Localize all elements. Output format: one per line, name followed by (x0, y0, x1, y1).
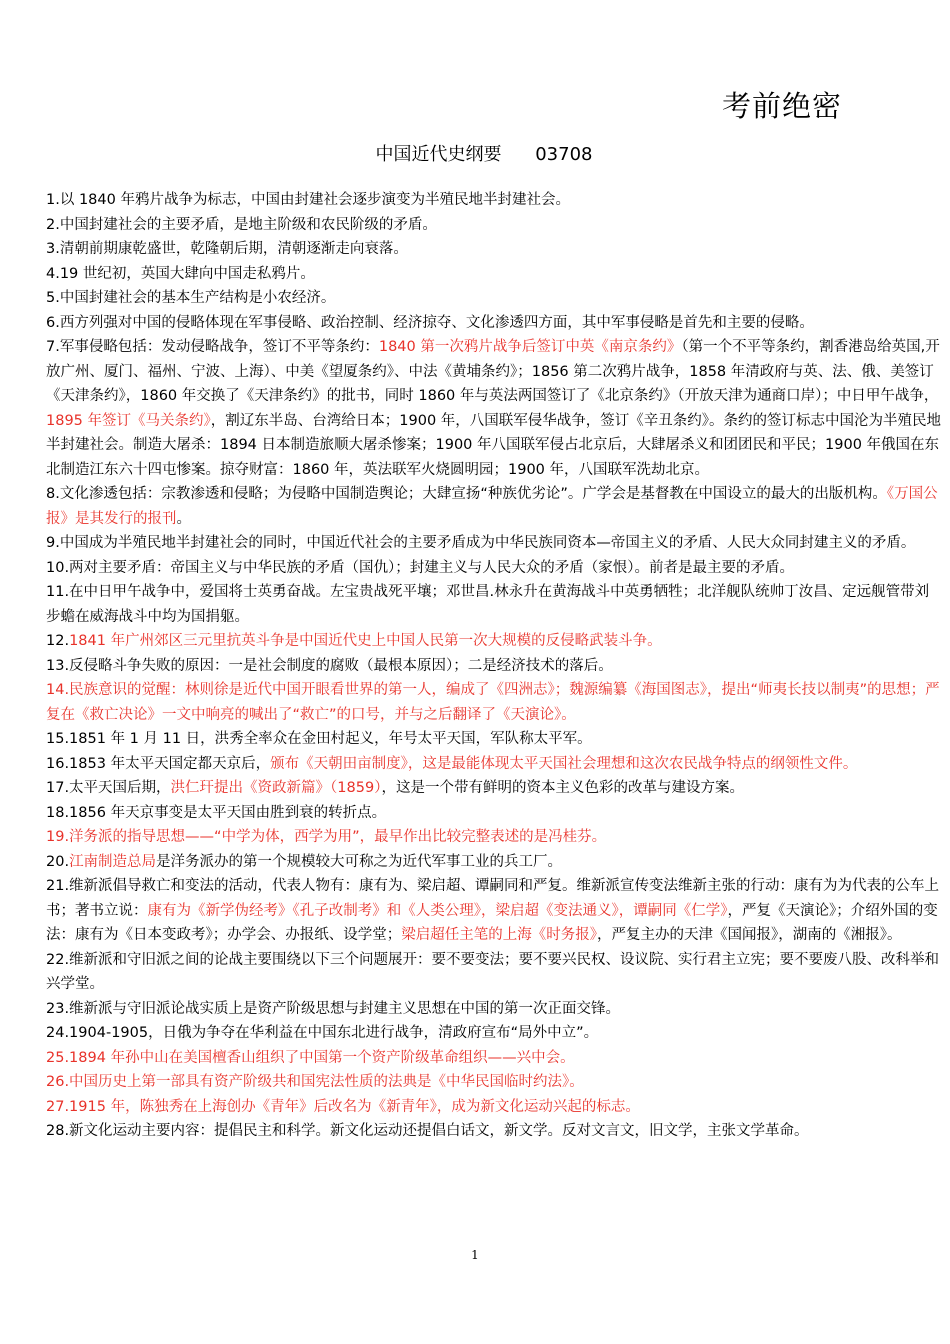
highlighted-text: 《万国公报》是其发行的报刊 (46, 486, 938, 527)
note-text: ，严复主办的天津《国闻报》，湖南的《湘报》。 (597, 927, 902, 943)
course-title: 中国近代史纲要 (375, 144, 502, 165)
note-item (46, 776, 942, 801)
note-text: 5.中国封建社会的基本生产结构是小农经济。 (46, 290, 336, 306)
highlighted-text: 27.1915 年，陈独秀在上海创办《青年》后改名为《新青年》，成为新文化运动兴起的标志。 (46, 1098, 640, 1115)
course-code: 03708 (535, 144, 593, 165)
note-item (46, 188, 942, 213)
note-text: 9.中国成为半殖民地半封建社会的同时，中国近代社会的主要矛盾成为中华民族同资本—帝国主义的矛盾、人民大众同封建主义的矛盾。 (46, 535, 916, 551)
highlighted-text: 26.中国历史上第一部具有资产阶级共和国宪法性质的法典是《中华民国临时约法》。 (46, 1074, 584, 1090)
note-text: 8.文化渗透包括：宗教渗透和侵略；为侵略中国制造舆论；大肆宣扬“种族优劣论”。广学会是基督教在中国设立的最大的出版机构。 (46, 486, 887, 502)
note-text: 10.两对主要矛盾：帝国主义与中华民族的矛盾（国仇）；封建主义与人民大众的矛盾（家恨）。前者是最主要的矛盾。 (46, 559, 795, 576)
page-number: 1 (471, 1248, 479, 1262)
note-text: 16.1853 年太平天国定都天京后， (46, 755, 271, 772)
note-text: ，这是一个带有鲜明的资本主义色彩的改革与建设方案。 (381, 780, 744, 796)
note-text: 21.维新派倡导救亡和变法的活动，代表人物有：康有为、梁启超、谭嗣同和严复。维新派宣传变法维新主张的行动：康有为为代表的公车上书；著书立说： (46, 878, 940, 919)
note-text: 28.新文化运动主要内容：提倡民主和科学。新文化运动还提倡白话文，新文学。反对文言文，旧文学，主张文学革命。 (46, 1123, 809, 1139)
note-item (46, 1119, 942, 1144)
note-text: 22.维新派和守旧派之间的论战主要围绕以下三个问题展开：要不要变法；要不要兴民权、设议院、实行君主立宪；要不要废八股、改科举和兴学堂。 (46, 951, 940, 992)
note-item (46, 482, 942, 531)
page-title (0, 140, 950, 166)
highlighted-text: 江南制造总局 (69, 853, 157, 870)
highlighted-text: 康有为《新学伪经考》《孔子改制考》和《人类公理》，梁启超《变法通义》，谭嗣同《仁学》 (147, 902, 728, 919)
highlighted-text: 洪仁玕提出《资政新篇》（1859） (170, 780, 382, 796)
note-text: 17.太平天国后期， (46, 780, 171, 796)
note-text: 4.19 世纪初，英国大肆向中国走私鸦片。 (46, 265, 315, 282)
note-item (46, 874, 942, 948)
note-item (46, 1095, 942, 1120)
note-item (46, 948, 942, 997)
highlighted-text: 1840 第一次鸦片战争后签订中英《南京条约》 (378, 339, 682, 355)
note-item (46, 335, 942, 482)
note-item (46, 286, 942, 311)
note-text: 13.反侵略斗争失败的原因：一是社会制度的腐败（最根本原因）；二是经济技术的落后。 (46, 657, 613, 674)
note-text: 。 (176, 510, 191, 527)
note-item (46, 237, 942, 262)
note-text: 3.清朝前期康乾盛世，乾隆朝后期，清朝逐渐走向衰落。 (46, 241, 408, 257)
highlighted-text: 颁布《天朝田亩制度》，这是最能体现太平天国社会理想和这次农民战争特点的纲领性文件。 (270, 755, 858, 772)
note-text: 7.军事侵略包括：发动侵略战争，签订不平等条约： (46, 339, 379, 355)
note-text: ，严复《天演论》；介绍外国的变法：康有为《日本变政考》；办学会、办报纸、设学堂； (46, 902, 938, 943)
note-text: ，割辽东半岛、台湾给日本；1900 年，八国联军侵华战争，签订《辛丑条约》。条约的签订标志中国沦为半殖民地半封建社会。制造大屠杀：1894 日本制造旅顺大屠杀惨案；1900 年八国联军侵占北京后，大肆屠杀义和团团民和平民；1900 年俄国在东北制造江东六十四屯惨案。掠夺财富：1860 年，英法联军火烧圆明园；1900 年，八国联军洗劫北京。 (46, 412, 942, 478)
note-text: 24.1904-1905，日俄为争夺在华利益在中国东北进行战争，清政府宣布“局外中立”。 (46, 1025, 599, 1041)
highlighted-text: 14.民族意识的觉醒：林则徐是近代中国开眼看世界的第一人，编成了《四洲志》；魏源编纂《海国图志》，提出“师夷长技以制夷”的思想；严复在《救亡决论》一文中响亮的喊出了“救亡”的口号，并与之后翻译了《天演论》。 (46, 682, 940, 723)
note-item (46, 556, 942, 581)
highlighted-text: 19.洋务派的指导思想——“中学为体，西学为用”，最早作出比较完整表述的是冯桂芬。 (46, 829, 607, 845)
note-text: 11.在中日甲午战争中，爱国将士英勇奋战。左宝贵战死平壤；邓世昌.林永升在黄海战斗中英勇牺牲；北洋舰队统帅丁汝昌、定远舰管带刘步蟾在威海战斗中均为国捐躯。 (46, 584, 930, 625)
note-item (46, 262, 942, 287)
highlighted-text: 梁启超任主笔的上海《时务报》 (401, 927, 597, 943)
note-text: （第一个不平等条约，割香港岛给英国,开放广州、厦门、福州、宁波、上海）、中美《望厦条约》、中法《黄埔条约》；1856 第二次鸦片战争，1858 年清政府与英、法、俄、美签订《天津条约》，1860 年交换了《天津条约》的批书，同时 1860 年与英法两国签订了《北京条约》（开放天津为通商口岸）；中日甲午战争， (46, 339, 940, 404)
note-item (46, 825, 942, 850)
note-text: 23.维新派与守旧派论战实质上是资产阶级思想与封建主义思想在中国的第一次正面交锋。 (46, 1000, 621, 1017)
note-item (46, 1070, 942, 1095)
note-item (46, 1021, 942, 1046)
note-item (46, 531, 942, 556)
note-text: 18.1856 年天京事变是太平天国由胜到衰的转折点。 (46, 804, 387, 821)
note-item (46, 654, 942, 679)
note-item (46, 1046, 942, 1071)
notes-list (46, 188, 942, 1144)
note-item (46, 213, 942, 238)
note-text: 2.中国封建社会的主要矛盾，是地主阶级和农民阶级的矛盾。 (46, 216, 437, 233)
highlighted-text: 25.1894 年孙中山在美国檀香山组织了中国第一个资产阶级革命组织——兴中会。 (46, 1049, 575, 1066)
note-item (46, 801, 942, 826)
note-text: 20. (46, 853, 70, 870)
note-item (46, 727, 942, 752)
note-item (46, 850, 942, 875)
note-item (46, 311, 942, 336)
note-item (46, 678, 942, 727)
confidential-stamp: 考前绝密 (722, 89, 843, 123)
note-text: 15.1851 年 1 月 11 日，洪秀全率众在金田村起义，年号太平天国，军队称太平军。 (46, 731, 592, 747)
note-text: 6.西方列强对中国的侵略体现在军事侵略、政治控制、经济掠夺、文化渗透四方面，其中军事侵略是首先和主要的侵略。 (46, 314, 814, 331)
highlighted-text: 1841 年广州郊区三元里抗英斗争是中国近代史上中国人民第一次大规模的反侵略武装斗争。 (69, 633, 662, 649)
note-text: 1.以 1840 年鸦片战争为标志，中国由封建社会逐步演变为半殖民地半封建社会。 (46, 192, 570, 208)
note-text: 12. (46, 633, 70, 649)
note-item (46, 580, 942, 629)
note-text: 是洋务派办的第一个规模较大可称之为近代军事工业的兵工厂。 (156, 853, 563, 870)
note-item (46, 629, 942, 654)
highlighted-text: 1895 年签订《马关条约》 (46, 412, 211, 429)
note-item (46, 997, 942, 1022)
note-item (46, 752, 942, 777)
